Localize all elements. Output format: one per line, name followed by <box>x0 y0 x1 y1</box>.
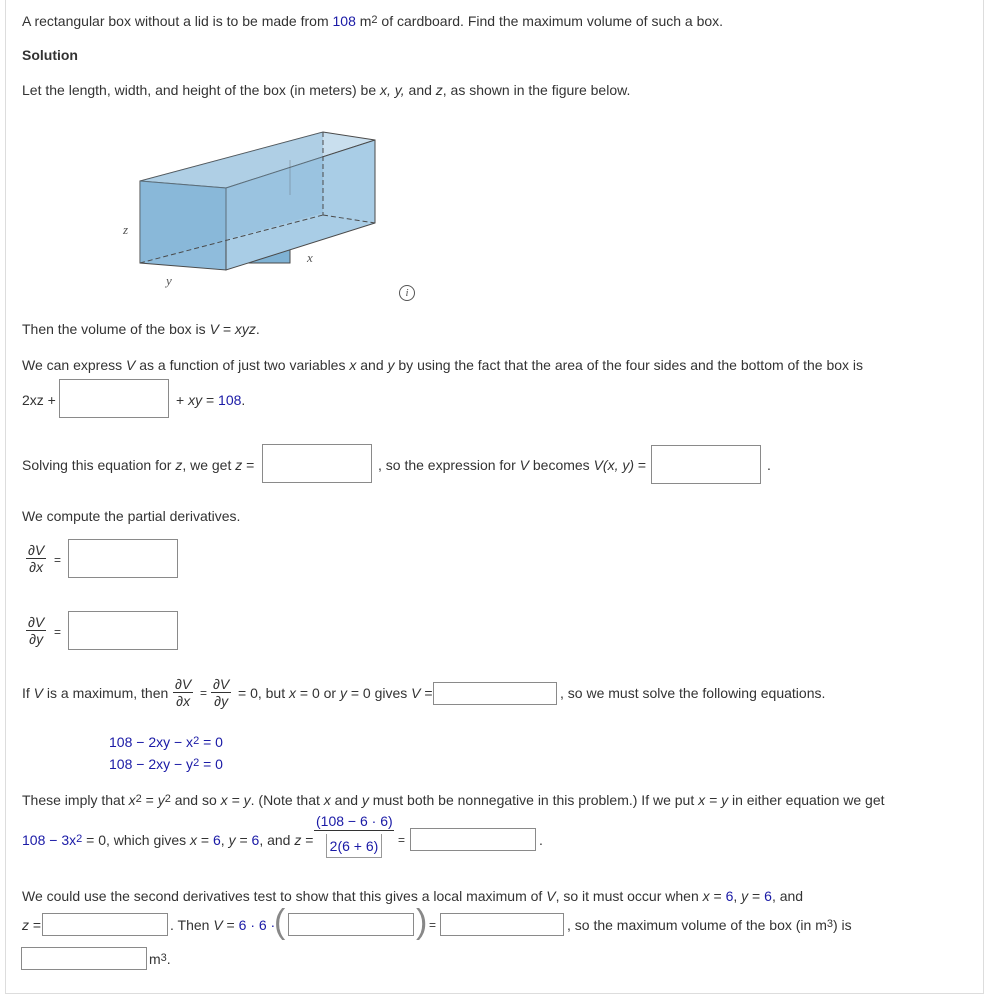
area-eq-rhs: + xy = 108. <box>176 392 246 408</box>
second-derivative-line: We could use the second derivatives test to show that this gives a local maximum of V, so it must occur when x = 6, y = 6, and <box>22 888 804 904</box>
z-fraction: (108 − 6 · 6) 2(6 + 6) <box>314 812 395 860</box>
figure-label-x: x <box>307 250 313 265</box>
frac-dvdy: $\frac{\partial V}{\partial y}$ <box>28 614 45 647</box>
answer-box-v-zero[interactable] <box>433 682 557 705</box>
frac-max-dvdx: $\frac{\partial V}{\partial x}$ <box>175 676 192 709</box>
final-equals: = <box>429 918 437 932</box>
frac-max-dvdy: $\frac{\partial V}{\partial y}$ <box>213 676 230 709</box>
left-paren: ( <box>274 903 286 941</box>
answer-box-dvdx[interactable] <box>68 539 178 578</box>
figure-label-y: y <box>166 273 172 288</box>
max-line-end: , so we must solve the following equations. <box>560 685 826 701</box>
box-figure <box>110 125 430 305</box>
answer-box-paren[interactable] <box>288 913 414 936</box>
volume-line: Then the volume of the box is V = xyz. <box>22 321 260 337</box>
result-equals: = <box>398 833 406 847</box>
max-line-a: If V is a maximum, then <box>22 685 169 701</box>
partials-intro: We compute the partial derivatives. <box>22 508 241 524</box>
answer-box-vxy[interactable] <box>651 445 761 484</box>
frac-dvdx: $\frac{\partial V}{\partial x}$ <box>28 542 45 575</box>
max-eq: = <box>200 686 208 700</box>
equation-2: $108 - 2xy - y^2 = 0$ <box>109 756 223 772</box>
final-z-label: z = <box>22 917 42 933</box>
express-line: We can express V as a function of just two variables x and y by using the fact that the area of the four sides and the bottom of the box is <box>22 357 864 373</box>
imply-line: These imply that $x^2 = y^2$ and so x = y. (Note that x and y must both be nonnegative in this problem.) If we put x = y in either equation we get <box>22 792 885 808</box>
result-end: . <box>539 832 543 848</box>
area-value: 108 <box>332 13 356 29</box>
equation-1: $108 - 2xy - x^2 = 0$ <box>109 734 223 750</box>
answer-box-z-value[interactable] <box>410 828 536 851</box>
dvdy-equals: = <box>54 625 62 639</box>
figure-label-z: z <box>123 222 129 237</box>
answer-box-area-term[interactable] <box>59 379 169 418</box>
final-tail: , so the maximum volume of the box (in $m^3$) is <box>567 917 852 933</box>
solution-heading: Solution <box>22 47 78 63</box>
info-icon[interactable]: i <box>399 285 415 301</box>
answer-box-z[interactable] <box>262 444 372 483</box>
answer-box-volume[interactable] <box>440 913 564 936</box>
solve-end: . <box>767 457 771 473</box>
answer-box-max-volume[interactable] <box>21 947 147 970</box>
final-unit: $m^3$. <box>149 951 171 967</box>
intro-text: Let the length, width, and height of the box (in meters) be x, y, and z, as shown in the figure below. <box>22 82 631 98</box>
dvdx-equals: = <box>54 553 62 567</box>
problem-statement: A rectangular box without a lid is to be made from 108 $m^2$ of cardboard. Find the maximum volume of such a box. <box>22 13 724 29</box>
answer-box-z-final[interactable] <box>42 913 168 936</box>
final-then: . Then V = 6 · 6 · <box>170 917 276 933</box>
max-line-b: = 0, but x = 0 or y = 0 gives V = <box>238 685 433 701</box>
answer-box-dvdy[interactable] <box>68 611 178 650</box>
area-eq-lhs: 2xz + <box>22 392 56 408</box>
solve-z-text: Solving this equation for z, we get z = <box>22 457 255 473</box>
solve-v-text: , so the expression for V becomes V(x, y) = <box>378 457 647 473</box>
result-line: $108 - 3x^2 = 0$, which gives x = 6, y = 6, and z = <box>22 832 314 848</box>
right-paren: ) <box>416 903 428 941</box>
